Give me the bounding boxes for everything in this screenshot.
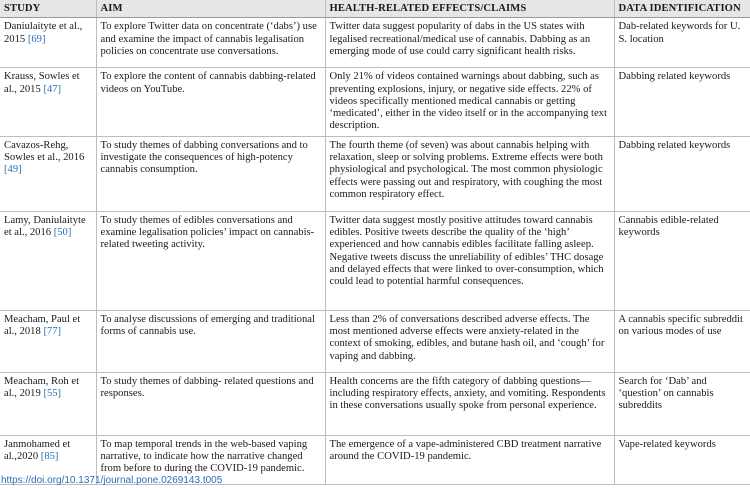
study-cell bbox=[0, 211, 96, 310]
aim-cell: To analyse discussions of emerging and traditional forms of cannabis use. bbox=[96, 310, 325, 372]
aim-cell: To map temporal trends in the web-based vaping narrative, to indicate how the narrative changed from before to during the COVID-19 pandemic. bbox=[96, 435, 325, 484]
table-row bbox=[0, 18, 750, 68]
data-identification-cell: Vape-related keywords bbox=[614, 435, 750, 484]
effects-cell: Twitter data suggest popularity of dabs in the US states with legalised recreational/medical use of cannabis. Dabbing as an emerging mode of use could carry significant health risks. bbox=[325, 18, 614, 68]
table-row bbox=[0, 310, 750, 372]
table-row bbox=[0, 372, 750, 435]
study-name: Meacham, Paul et al., 2018 bbox=[4, 313, 81, 338]
table-row bbox=[0, 211, 750, 310]
reference-link[interactable]: [47] bbox=[43, 83, 62, 95]
effects-cell: Health concerns are the fifth category of dabbing questions—including respiratory effects, anxiety, and vomiting. Respondents in these conversations usually spoke from personal experience. bbox=[325, 372, 614, 435]
study-cell bbox=[0, 310, 96, 372]
study-name: Meacham, Roh et al., 2019 bbox=[4, 375, 80, 400]
effects-cell: Less than 2% of conversations described adverse effects. The most mentioned adverse effects were anxiety-related in the context of smoking, edibles, and butane hash oil, and ‘cough’ for vaping and dabbing. bbox=[325, 310, 614, 372]
data-identification-cell: A cannabis specific subreddit on various modes of use bbox=[614, 310, 750, 372]
study-cell bbox=[0, 18, 96, 68]
study-name: Janmohamed et al.,2020 bbox=[4, 438, 71, 463]
table-row bbox=[0, 68, 750, 136]
column-header-data-identification: DATA IDENTIFICATION bbox=[614, 0, 750, 18]
doi-link[interactable]: https://doi.org/10.1371/journal.pone.0269143.t005 bbox=[1, 475, 223, 486]
data-identification-cell: Dabbing related keywords bbox=[614, 68, 750, 136]
study-name: Cavazos-Rehg, Sowles et al., 2016 bbox=[4, 139, 85, 164]
study-cell bbox=[0, 68, 96, 136]
study-name: Daniulaityte et al., 2015 bbox=[4, 21, 83, 45]
reference-link[interactable]: [55] bbox=[43, 388, 62, 400]
effects-cell: The fourth theme (of seven) was about cannabis helping with relaxation, sleep or solving problems. Extreme effects were both physiological and psychological. The most common physiologic effects were passing out and respiratory, with coughing the most common respiratory effect. bbox=[325, 136, 614, 211]
effects-cell: Only 21% of videos contained warnings about dabbing, such as preventing explosions, injury, or negative side effects. 22% of videos specifically mentioned medical cannabis or getting ‘medicated’, either in the video itself or in the accompanying text description. bbox=[325, 68, 614, 136]
reference-link[interactable]: [85] bbox=[40, 451, 59, 463]
aim-cell: To study themes of dabbing conversations and to investigate the consequences of high-potency cannabis consumption. bbox=[96, 136, 325, 211]
aim-cell: To study themes of dabbing- related questions and responses. bbox=[96, 372, 325, 435]
column-header-aim: AIM bbox=[96, 0, 325, 18]
aim-cell: To study themes of edibles conversations and examine legalisation policies’ impact on cannabis-related tweeting activity. bbox=[96, 211, 325, 310]
data-identification-cell: Cannabis edible-related keywords bbox=[614, 211, 750, 310]
data-identification-cell: Dab-related keywords for U. S. location bbox=[614, 18, 750, 68]
table-header-row bbox=[0, 0, 750, 18]
column-header-effects: HEALTH-RELATED EFFECTS/CLAIMS bbox=[325, 0, 614, 18]
reference-link[interactable]: [69] bbox=[27, 33, 46, 45]
effects-cell: The emergence of a vape-administered CBD treatment narrative around the COVID-19 pandemic. bbox=[325, 435, 614, 484]
data-identification-cell: Search for ‘Dab’ and ‘question’ on cannabis subreddits bbox=[614, 372, 750, 435]
study-cell bbox=[0, 372, 96, 435]
aim-cell: To explore Twitter data on concentrate (‘dabs’) use and examine the impact of cannabis legalisation policies on concentrate use conversations. bbox=[96, 18, 325, 68]
study-cell bbox=[0, 136, 96, 211]
study-name: Lamy, Daniulaityte et al., 2016 bbox=[4, 214, 86, 239]
reference-link[interactable]: [49] bbox=[4, 164, 22, 176]
reference-link[interactable]: [50] bbox=[53, 227, 72, 239]
study-name: Krauss, Sowles et al., 2015 bbox=[4, 71, 80, 95]
aim-cell: To explore the content of cannabis dabbing-related videos on YouTube. bbox=[96, 68, 325, 136]
effects-cell: Twitter data suggest mostly positive attitudes toward cannabis edibles. Positive tweets describe the quality of the ‘high’ experienced and how cannabis edibles facilitate falling asleep. Negative tweets discuss the unreliability of edibles’ THC dosage and delayed effects that were linked to over-consumption, which could lead to potential harmful consequences. bbox=[325, 211, 614, 310]
reference-link[interactable]: [77] bbox=[43, 326, 62, 338]
data-identification-cell: Dabbing related keywords bbox=[614, 136, 750, 211]
table-row bbox=[0, 136, 750, 211]
column-header-study: STUDY bbox=[0, 0, 96, 18]
